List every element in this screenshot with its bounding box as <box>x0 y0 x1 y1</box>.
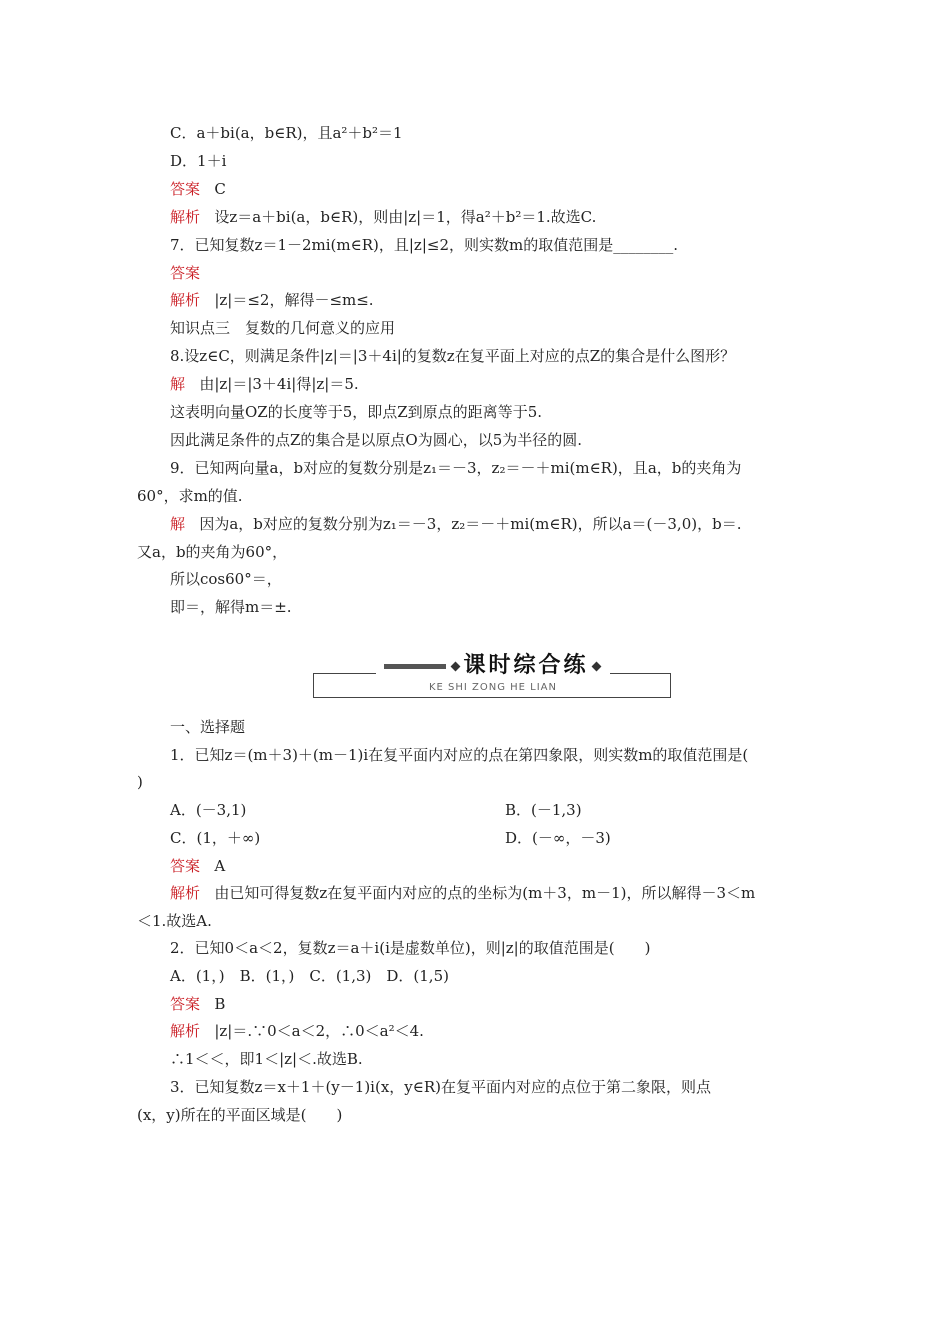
explanation-2-line-2: ∴1＜＜，即1＜|z|＜.故选B. <box>170 1050 363 1068</box>
answer-1-line <box>170 856 225 876</box>
option-c-line: C．a＋bi(a，b∈R)，且a²＋b²＝1 <box>170 124 403 142</box>
banner-subtitle: KE SHI ZONG HE LIAN <box>428 682 558 693</box>
knowledge-point-3: 知识点三 复数的几何意义的应用 <box>170 319 396 337</box>
solution-9-text: 因为a，b对应的复数分别为z₁＝－3，z₂＝－＋mi(m∈R)，所以a＝(－3,0)，b＝. <box>199 515 742 533</box>
explanation-1-text: 由已知可得复数z在复平面内对应的点的坐标为(m＋3，m－1)，所以解得－3＜m <box>214 884 756 902</box>
section-banner <box>313 650 673 700</box>
solution-8-line-2: 这表明向量OZ的长度等于5，即点Z到原点的距离等于5. <box>170 403 542 421</box>
solution-8-line <box>170 374 359 394</box>
question-7: 7．已知复数z＝1－2mi(m∈R)，且|z|≤2，则实数m的取值范围是________. <box>170 236 678 254</box>
answer-1-value: A <box>214 857 226 875</box>
q2-options: A．(1，) B．(1，) C．(1,3) D．(1,5) <box>170 967 449 985</box>
banner-bar-left <box>384 664 446 669</box>
solution-9-line-2: 又a，b的夹角为60°， <box>137 543 288 561</box>
explanation-1-line <box>170 883 755 903</box>
question-9-line-2: 60°，求m的值. <box>137 487 243 505</box>
explanation-line <box>170 207 596 227</box>
explanation-2-label: 解析 <box>170 1022 201 1040</box>
banner-dot-left <box>451 661 461 671</box>
banner-title: 课时综合练 <box>463 652 589 678</box>
solution-8-label: 解 <box>170 375 186 393</box>
explanation-1-label: 解析 <box>170 884 201 902</box>
banner-dot-right <box>591 661 601 671</box>
answer-7-line <box>170 263 200 283</box>
question-8: 8.设z∈C，则满足条件|z|＝|3＋4i|的复数z在复平面上对应的点Z的集合是什么图形？ <box>170 347 736 365</box>
q1-option-c: C．(1，＋∞) <box>170 829 261 847</box>
q1-option-d: D．(－∞，－3) <box>505 829 611 847</box>
answer-2-label: 答案 <box>170 995 201 1013</box>
answer-7-label: 答案 <box>170 264 201 282</box>
answer-label: 答案 <box>170 180 201 198</box>
explanation-7-label: 解析 <box>170 291 201 309</box>
answer-1-label: 答案 <box>170 857 201 875</box>
solution-9-label: 解 <box>170 515 186 533</box>
question-1-line-1: 1．已知z＝(m＋3)＋(m－1)i在复平面内对应的点在第四象限，则实数m的取值范围是( <box>170 746 749 764</box>
explanation-text: 设z＝a＋bi(a，b∈R)，则由|z|＝1，得a²＋b²＝1.故选C. <box>214 208 597 226</box>
solution-9-line <box>170 514 741 534</box>
question-1-line-2: ) <box>137 773 143 791</box>
option-d-line: D．1＋i <box>170 152 227 170</box>
explanation-2-line <box>170 1021 424 1041</box>
solution-8-text: 由|z|＝|3＋4i|得|z|＝5. <box>199 375 359 393</box>
question-9-line-1: 9．已知两向量a，b对应的复数分别是z₁＝－3，z₂＝－＋mi(m∈R)，且a，b的夹角为 <box>170 459 742 477</box>
explanation-2-text: |z|＝.∵0＜a＜2，∴0＜a²＜4. <box>214 1022 424 1040</box>
explanation-7-line <box>170 290 374 310</box>
explanation-label: 解析 <box>170 208 201 226</box>
q1-option-a: A．(－3,1) <box>170 801 247 819</box>
solution-8-line-3: 因此满足条件的点Z的集合是以原点O为圆心，以5为半径的圆. <box>170 431 583 449</box>
answer-line <box>170 179 226 199</box>
question-3-line-1: 3．已知复数z＝x＋1＋(y－1)i(x，y∈R)在复平面内对应的点位于第二象限，则点 <box>170 1078 712 1096</box>
answer-value: C <box>214 180 226 198</box>
banner-title-row <box>313 650 673 680</box>
solution-9-line-4: 即＝，解得m＝±. <box>170 598 292 616</box>
answer-2-line <box>170 994 225 1014</box>
answer-2-value: B <box>214 995 226 1013</box>
explanation-7-text: |z|＝≤2，解得－≤m≤. <box>214 291 374 309</box>
section-heading: 一、选择题 <box>170 718 246 736</box>
question-2: 2．已知0＜a＜2，复数z＝a＋i(i是虚数单位)，则|z|的取值范围是( ) <box>170 939 651 957</box>
q1-option-b: B．(－1,3) <box>505 801 582 819</box>
explanation-1-line-2: ＜1.故选A. <box>137 912 212 930</box>
solution-9-line-3: 所以cos60°＝， <box>170 570 282 588</box>
question-3-line-2: (x，y)所在的平面区域是( ) <box>137 1106 343 1124</box>
